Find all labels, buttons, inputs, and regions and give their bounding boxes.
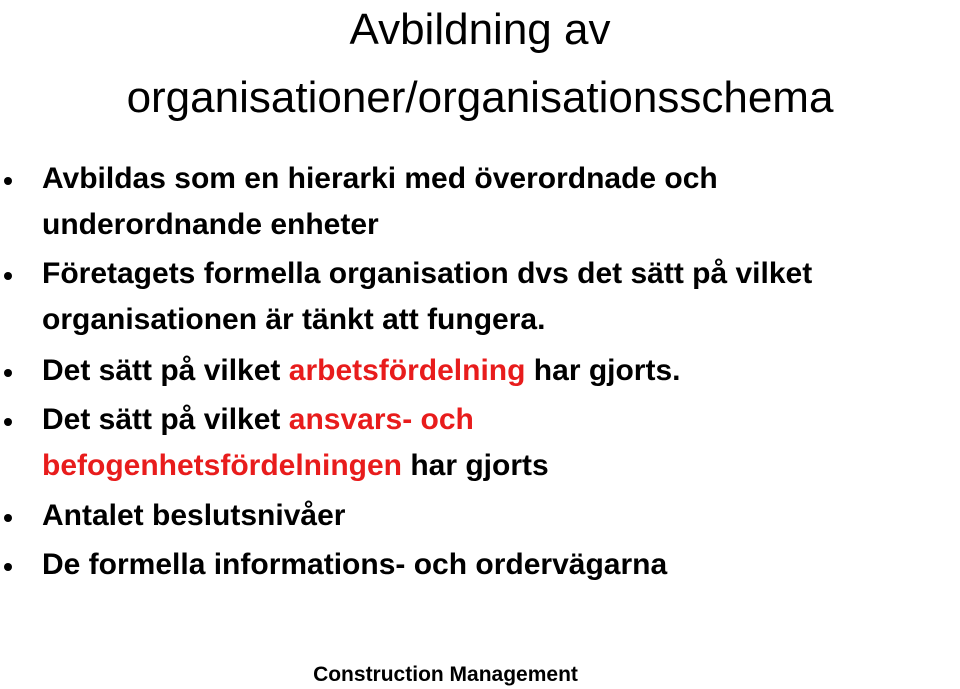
highlighted-term: ansvars- och [288,403,474,436]
bullet-text: Antalet beslutsnivåer [42,499,346,532]
bullet-text [42,405,474,435]
footer-text: Construction Management [313,663,578,686]
bullet-text: organisationen är tänkt att fungera. [42,303,546,336]
bullet-text-plain: Det sätt på vilket [42,403,289,436]
bullet-dot-icon [4,514,12,522]
bullet-text [42,356,681,386]
slide-title-line-1: Avbildning av [349,5,611,54]
bullet-text: Avbildas som en hierarki med överordnade och [42,162,718,195]
bullet-text-plain: Det sätt på vilket [42,354,289,387]
bullet-text-plain: har gjorts [402,449,549,482]
highlighted-term: befogenhetsfördelningen [42,449,402,482]
slide-title-line-2: organisationer/organisationsschema [126,73,834,122]
highlighted-term: arbetsfördelning [288,354,526,387]
bullet-dot-icon [4,369,12,377]
bullet-dot-icon [4,272,12,280]
bullet-text: De formella informations- och ordervägarna [42,548,668,581]
bullet-text: underordnande enheter [42,208,379,241]
bullet-text [42,451,549,481]
bullet-dot-icon [4,177,12,185]
bullet-dot-icon [4,563,12,571]
bullet-text-plain: har gjorts. [525,354,681,387]
bullet-dot-icon [4,418,12,426]
bullet-text: Företagets formella organisation dvs det sätt på vilket [42,257,813,290]
